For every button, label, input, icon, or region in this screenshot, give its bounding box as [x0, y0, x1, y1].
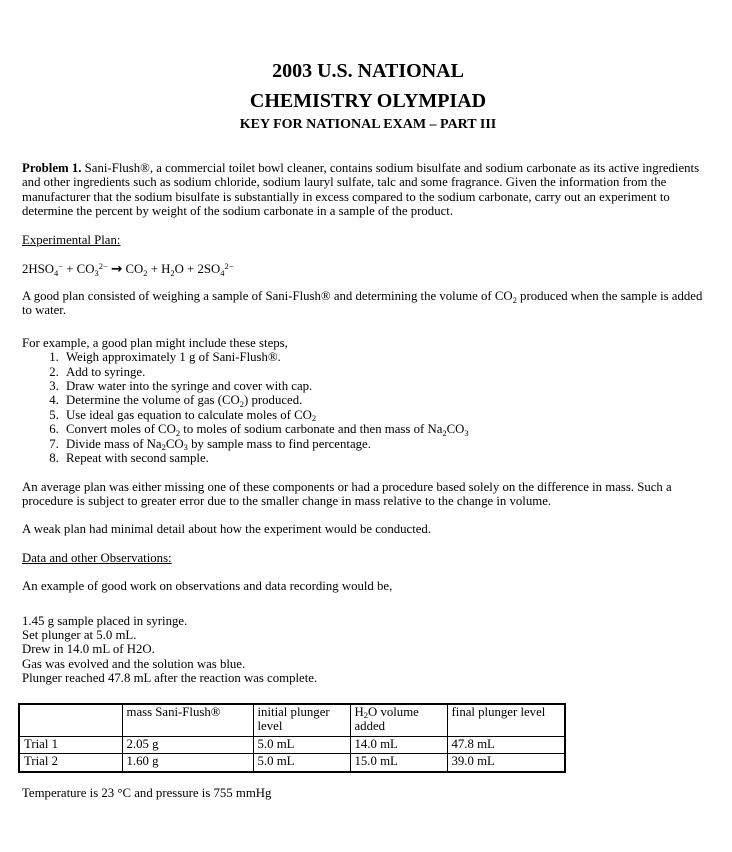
problem-1-text: Sani-Flush®, a commercial toilet bowl cleaner, contains sodium bisulfate and sodium carbonate as its active ingredients and other ingredients such as sodium chloride, sodium lauryl sulfate, talc and some fragrance. Given the information from the manufacturer that the sodium bisulfate is substantially in excess compared to the sodium carbonate, carry out an experiment to determine the percent by weight of the sodium carbonate in a sample of the product.: [22, 161, 700, 219]
table-row-trial-2: [19, 754, 565, 772]
observation-line-4: Gas was evolved and the solution was blue.: [22, 656, 246, 671]
conditions-note: Temperature is 23 °C and pressure is 755 mmHg: [22, 785, 272, 800]
doc-title-line-1: 2003 U.S. NATIONAL: [272, 60, 464, 82]
header-cell-h2o-volume-added: H2O volume added: [350, 704, 447, 737]
table-row-trial-1: [19, 736, 565, 754]
plan-step-5: 5. Use ideal gas equation to calculate moles of CO2: [62, 408, 714, 422]
weak-plan-paragraph: A weak plan had minimal detail about how the experiment would be conducted.: [22, 522, 432, 537]
doc-subtitle: KEY FOR NATIONAL EXAM – PART III: [239, 117, 497, 132]
doc-title-line-2: CHEMISTRY OLYMPIAD: [249, 90, 487, 112]
observation-line-1: 1.45 g sample placed in syringe.: [22, 613, 188, 628]
section-heading-data-observations: Data and other Observations:: [22, 550, 172, 565]
observation-line-2: Set plunger at 5.0 mL.: [22, 627, 137, 642]
header-cell-final-plunger-level: final plunger level: [447, 704, 565, 737]
header-cell-mass: mass Sani-Flush®: [122, 704, 253, 737]
header-cell-empty: [19, 704, 122, 737]
plan-step-3: 3. Draw water into the syringe and cover with cap.: [62, 379, 714, 393]
plan-step-4: 4. Determine the volume of gas (CO2) produced.: [62, 393, 714, 407]
plan-step-2: 2. Add to syringe.: [62, 365, 714, 379]
plan-step-1: 1. Weigh approximately 1 g of Sani-Flush®.: [62, 350, 714, 364]
problem-1-label: Problem 1.: [22, 161, 82, 175]
trial-2-mass: 1.60 g: [122, 754, 253, 772]
plan-step-8: 8. Repeat with second sample.: [62, 451, 714, 465]
trial-1-final-level: 47.8 mL: [447, 736, 565, 754]
section-heading-experimental-plan: Experimental Plan:: [22, 232, 121, 247]
trial-2-label: Trial 2: [19, 754, 122, 772]
header-cell-initial-plunger-level: initial plunger level: [253, 704, 350, 737]
trial-2-final-level: 39.0 mL: [447, 754, 565, 772]
trials-table-header-row: [19, 704, 565, 737]
observations-intro: An example of good work on observations and data recording would be,: [22, 579, 393, 594]
plan-steps-list: [22, 350, 714, 465]
observation-lines: [22, 614, 714, 686]
observation-line-5: Plunger reached 47.8 mL after the reaction was complete.: [22, 671, 318, 686]
trial-2-initial-level: 5.0 mL: [253, 754, 350, 772]
trials-table: [18, 703, 566, 773]
trial-2-h2o-added: 15.0 mL: [350, 754, 447, 772]
good-plan-paragraph: A good plan consisted of weighing a sample of Sani-Flush® and determining the volume of CO2 produced when the sample is added to water.: [22, 289, 703, 318]
plan-step-7: 7. Divide mass of Na2CO3 by sample mass to find percentage.: [62, 437, 714, 451]
trial-1-h2o-added: 14.0 mL: [350, 736, 447, 754]
problem-1-paragraph: [22, 161, 714, 219]
chemical-equation: $2HSO4^- + CO3^{2-} \to CO2 + H2O + 2SO4^{2-}$: [22, 260, 234, 278]
average-plan-paragraph: An average plan was either missing one of these components or had a procedure based solely on the difference in mass. Such a procedure is subject to greater error due to the smaller change in mass relative to the change in volume.: [22, 479, 672, 508]
steps-intro: For example, a good plan might include these steps,: [22, 335, 288, 350]
plan-step-6: 6. Convert moles of CO2 to moles of sodium carbonate and then mass of Na2CO3: [62, 422, 714, 436]
observation-line-3: Drew in 14.0 mL of H2O.: [22, 642, 155, 657]
trial-1-label: Trial 1: [19, 736, 122, 754]
trial-1-mass: 2.05 g: [122, 736, 253, 754]
trial-1-initial-level: 5.0 mL: [253, 736, 350, 754]
